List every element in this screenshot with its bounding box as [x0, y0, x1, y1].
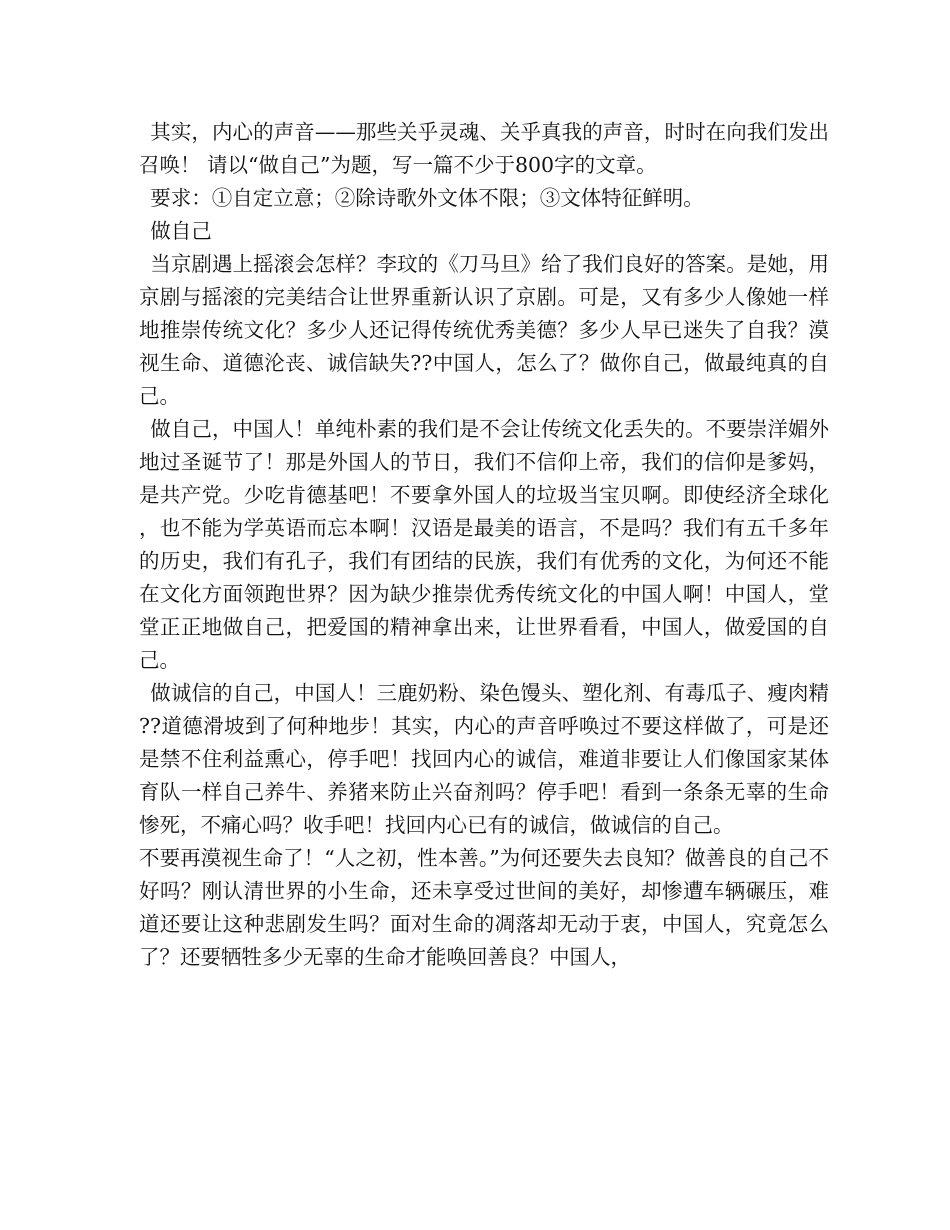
essay-title: 做自己 [150, 219, 212, 243]
essay-paragraph-3: 做诚信的自己，中国人！三鹿奶粉、染色馒头、塑化剂、有毒瓜子、瘦肉精??道德滑坡到了何种地步！其实，内心的声音呼唤过不要这样做了，可是还是禁不住利益熏心，停手吧！找回内心的诚信，难道非要让人们像国家某体育队一样自己养牛、养猪来防止兴奋剂吗？停手吧！看到一条条无辜的生命惨死，不痛心吗？收手吧！找回内心已有的诚信，做诚信的自己。 [139, 681, 829, 837]
essay-prompt-paragraph: 其实，内心的声音——那些关乎灵魂、关乎真我的声音，时时在向我们发出召唤！ 请以“做自己”为题，写一篇不少于800字的文章。 [139, 120, 829, 177]
essay-requirements-paragraph: 要求：①自定立意；②除诗歌外文体不限；③文体特征鲜明。 [150, 186, 704, 210]
document-body [139, 116, 829, 974]
essay-paragraph-4: 不要再漠视生命了！“人之初，性本善。”为何还要失去良知？做善良的自己不好吗？刚认清世界的小生命，还未享受过世间的美好，却惨遭车辆碾压，难道还要让这种悲剧发生吗？面对生命的凋落却无动于衷，中国人，究竟怎么了？还要牺牲多少无辜的生命才能唤回善良？中国人， [139, 846, 829, 969]
essay-paragraph-1: 当京剧遇上摇滚会怎样？李玟的《刀马旦》给了我们良好的答案。是她，用京剧与摇滚的完美结合让世界重新认识了京剧。可是，又有多少人像她一样地推崇传统文化？多少人还记得传统优秀美德？多少人早已迷失了自我？漠视生命、道德沦丧、诚信缺失??中国人，怎么了？做你自己，做最纯真的自己。 [139, 252, 829, 408]
essay-paragraph-2: 做自己，中国人！单纯朴素的我们是不会让传统文化丢失的。不要崇洋媚外地过圣诞节了！那是外国人的节日，我们不信仰上帝，我们的信仰是爹妈，是共产党。少吃肯德基吧！不要拿外国人的垃圾当宝贝啊。即使经济全球化，也不能为学英语而忘本啊！汉语是最美的语言，不是吗？我们有五千多年的历史，我们有孔子，我们有团结的民族，我们有优秀的文化，为何还不能在文化方面领跑世界？因为缺少推崇优秀传统文化的中国人啊！中国人，堂堂正正地做自己，把爱国的精神拿出来，让世界看看，中国人，做爱国的自己。 [139, 417, 829, 672]
